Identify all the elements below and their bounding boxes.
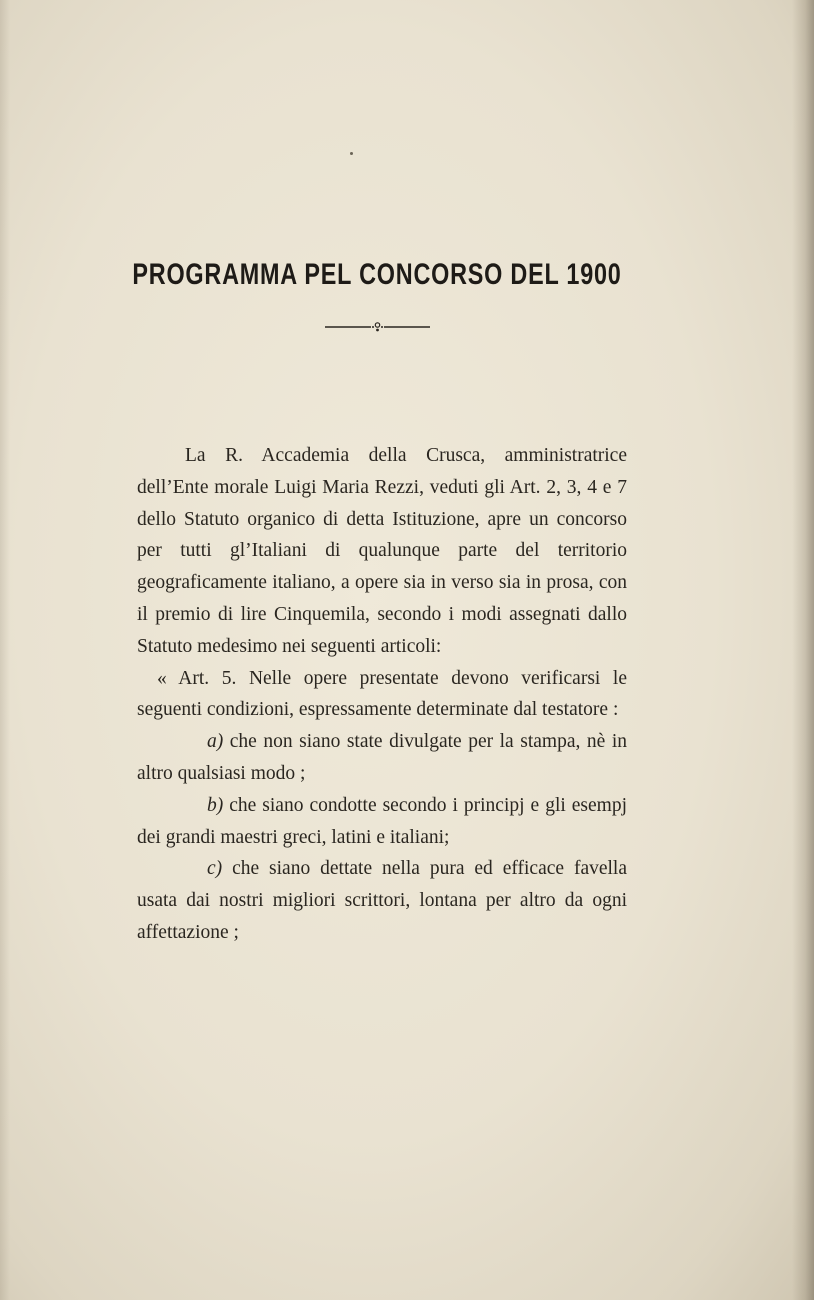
condition-text: che siano condotte secondo i principj e gli esempj dei grandi maestri greci, latini e italiani; (137, 794, 628, 848)
document-body (137, 440, 627, 949)
condition-item-c (137, 853, 627, 948)
condition-label: b) (207, 794, 224, 816)
paragraph-intro: La R. Accademia della Crusca, amministratrice dell’Ente morale Luigi Maria Rezzi, veduti gli Art. 2, 3, 4 e 7 dello Statuto organico di detta Istituzione, apre un concorso per tutti gl’Italiani di qualunque parte del territorio geograficamente italiano, a opere sia in verso sia in prosa, con il premio di lire Cinquemila, secondo i modi assegnati dallo Statuto medesimo nei seguenti articoli: (137, 445, 627, 657)
condition-item-b (137, 790, 627, 854)
condition-label: a) (207, 731, 224, 753)
condition-text: che siano dettate nella pura ed efficace favella usata dai nostri migliori scrittori, lontana per altro da ogni affettazione ; (137, 858, 628, 943)
condition-item-a (137, 726, 627, 790)
ink-speck (350, 152, 353, 155)
condition-text: che non siano state divulgate per la stampa, nè in altro qualsiasi modo ; (137, 731, 627, 784)
paragraph-article-5: « Art. 5. Nelle opere presentate devono verificarsi le seguenti condizioni, espressamente determinate dal testatore : (137, 667, 627, 721)
divider-ornament-icon (325, 320, 430, 334)
page-edge-shadow-left (0, 0, 10, 1300)
page-edge-shadow-right (792, 0, 814, 1300)
page-title: PROGRAMMA PEL CONCORSO DEL 1900 (132, 258, 622, 291)
condition-label: c) (207, 858, 223, 880)
